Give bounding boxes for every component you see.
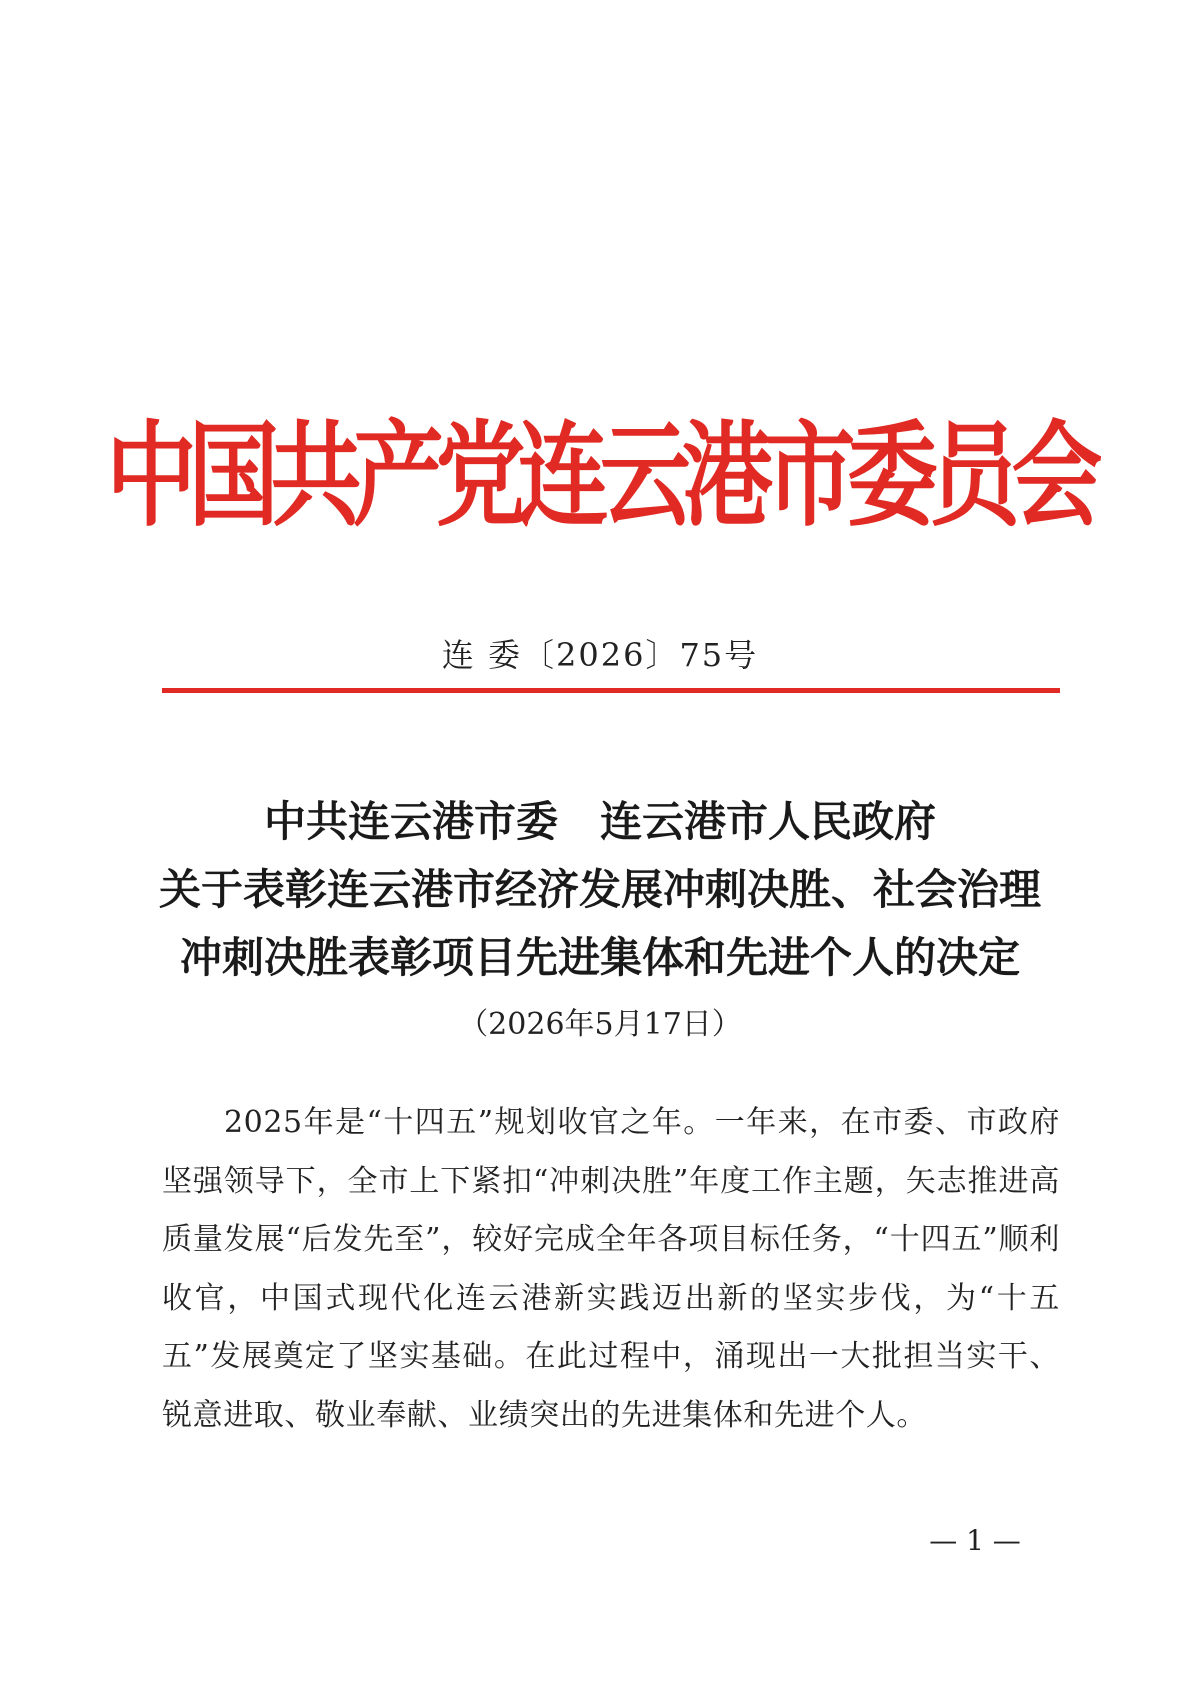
title-line-3: 冲刺决胜表彰项目先进集体和先进个人的决定	[179, 933, 1020, 982]
document-date: （2026年5月17日）	[458, 1007, 742, 1042]
red-divider-rule	[162, 688, 1060, 693]
document-number: 连 委〔2026〕75号	[441, 636, 759, 674]
masthead-title: 中国共产党连云港市委员会	[106, 410, 1094, 543]
document-title	[0, 788, 1200, 992]
title-line-1: 中共连云港市委 连云港市人民政府	[263, 797, 936, 846]
body-paragraph: 2025年是“十四五”规划收官之年。一年来，在市委、市政府坚强领导下，全市上下紧扣“冲刺决胜”年度工作主题，矢志推进高质量发展“后发先至”，较好完成全年各项目标任务，“十四五”顺利收官，中国式现代化连云港新实践迈出新的坚实步伐，为“十五五”发展奠定了坚实基础。在此过程中，涌现出一大批担当实干、锐意进取、敬业奉献、业绩突出的先进集体和先进个人。	[162, 1105, 1060, 1433]
page-number: — 1 —	[929, 1524, 1021, 1557]
title-line-2: 关于表彰连云港市经济发展冲刺决胜、社会治理	[158, 865, 1041, 914]
